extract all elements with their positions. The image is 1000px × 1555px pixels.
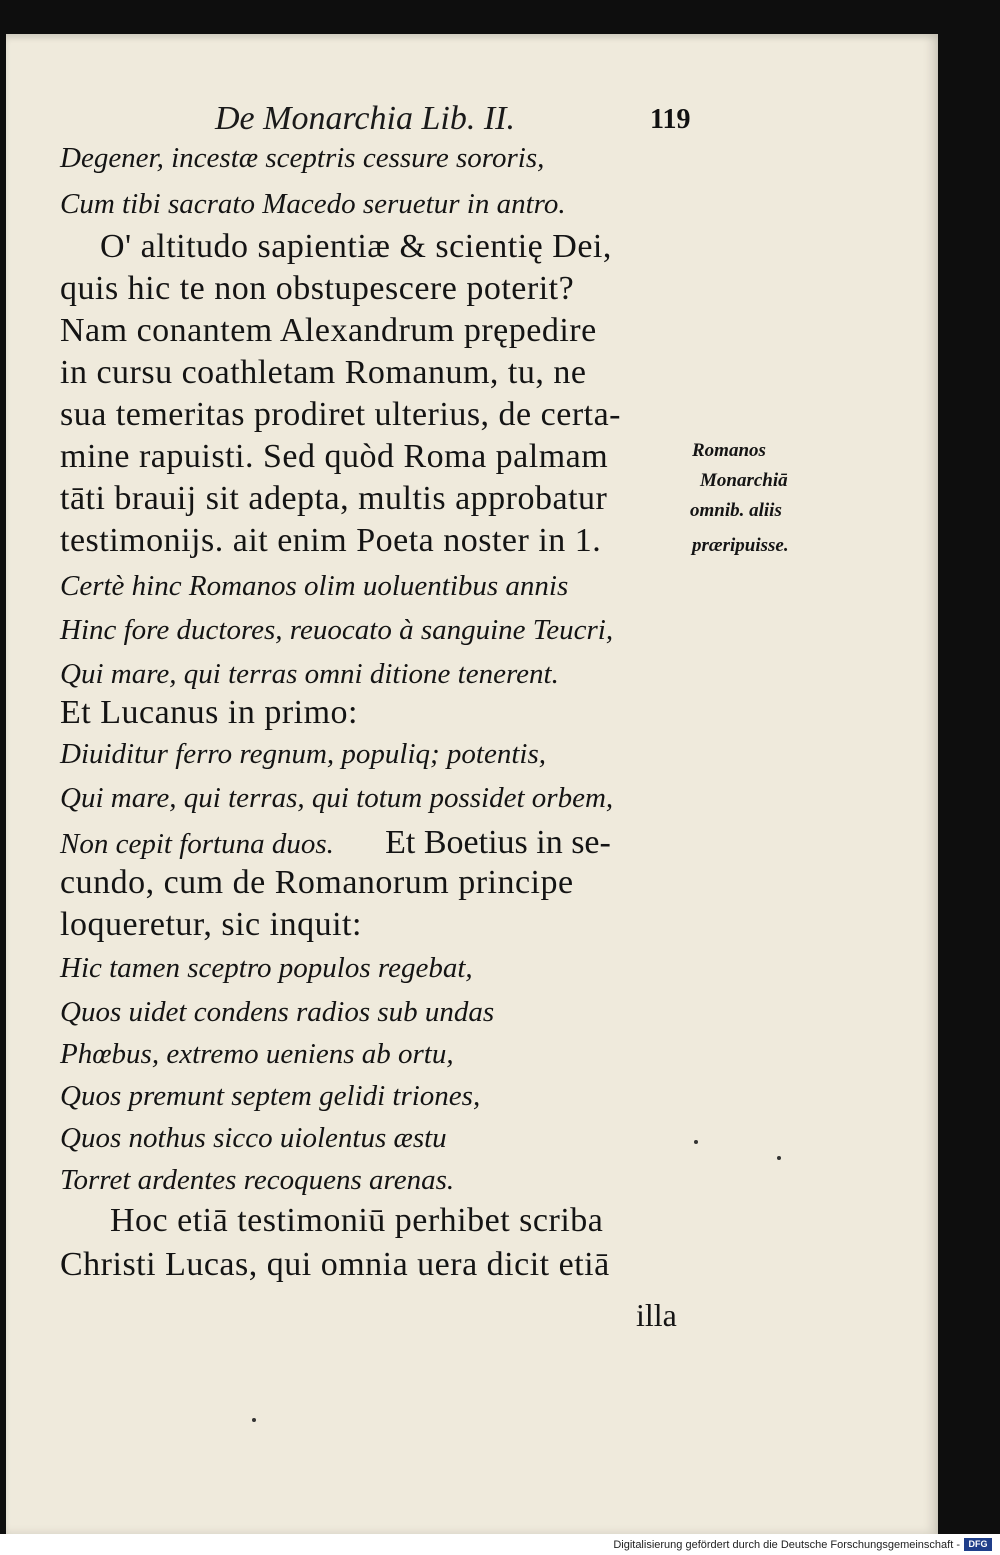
footer-credit: Digitalisierung gefördert durch die Deutsche Forschungsgemeinschaft - [613,1539,960,1551]
verse-line: Quos uidet condens radios sub undas [60,996,495,1028]
verse-line: Torret ardentes recoquens arenas. [60,1164,455,1196]
verse-line: Qui mare, qui terras omni ditione tenerent. [60,658,559,690]
text-line: testimonijs. ait enim Poeta noster in 1. [60,522,602,559]
text-line: tāti brauij sit adepta, multis approbatur [60,480,608,517]
prose-continuation: Et Boetius in se- [385,824,611,861]
verse-line: Quos nothus sicco uiolentus æstu [60,1122,447,1154]
verse-line: Hic tamen sceptro populos regebat, [60,952,473,984]
paper-speck [252,1418,256,1422]
text-line: cundo, cum de Romanorum principe [60,864,574,901]
marginal-note-line: Monarchiā [700,470,788,491]
verse-line: Hinc fore ductores, reuocato à sanguine Teucri, [60,614,614,646]
verse-line: Degener, incestæ sceptris cessure sororis, [60,142,545,174]
verse-line: Certè hinc Romanos olim uoluentibus annis [60,570,569,602]
catchword: illa [636,1297,677,1333]
marginal-note-line: Romanos [692,440,766,461]
text-line: mine rapuisti. Sed quòd Roma palmam [60,438,609,475]
verse-line-mixed [60,824,611,862]
text-line: Hoc etiā testimoniū perhibet scriba [110,1202,604,1239]
text-line: Christi Lucas, qui omnia uera dicit etiā [60,1246,610,1283]
dfg-logo: DFG [964,1538,992,1551]
paper-speck [777,1156,781,1160]
marginal-note-line: omnib. aliis [690,500,782,521]
text-line: quis hic te non obstupescere poterit? [60,270,575,307]
verse-fragment: Non cepit fortuna duos. [60,828,334,860]
page-number: 119 [650,104,691,135]
text-line: O' altitudo sapientiæ & scientię Dei, [100,228,612,265]
paper-speck [694,1140,698,1144]
verse-line: Cum tibi sacrato Macedo seruetur in antro. [60,188,566,220]
text-line: sua temeritas prodiret ulterius, de certa- [60,396,621,433]
running-header-title: De Monarchia Lib. II. [215,100,515,137]
text-line: Nam conantem Alexandrum prępedire [60,312,597,349]
marginal-note-line: præripuisse. [692,535,789,556]
text-line: Et Lucanus in primo: [60,694,359,731]
verse-line: Phœbus, extremo ueniens ab ortu, [60,1038,454,1070]
verse-line: Quos premunt septem gelidi triones, [60,1080,481,1112]
text-line: loqueretur, sic inquit: [60,906,362,943]
verse-line: Qui mare, qui terras, qui totum possidet orbem, [60,782,614,814]
text-line: in cursu coathletam Romanum, tu, ne [60,354,587,391]
verse-line: Diuiditur ferro regnum, populiq; potentis, [60,738,547,770]
